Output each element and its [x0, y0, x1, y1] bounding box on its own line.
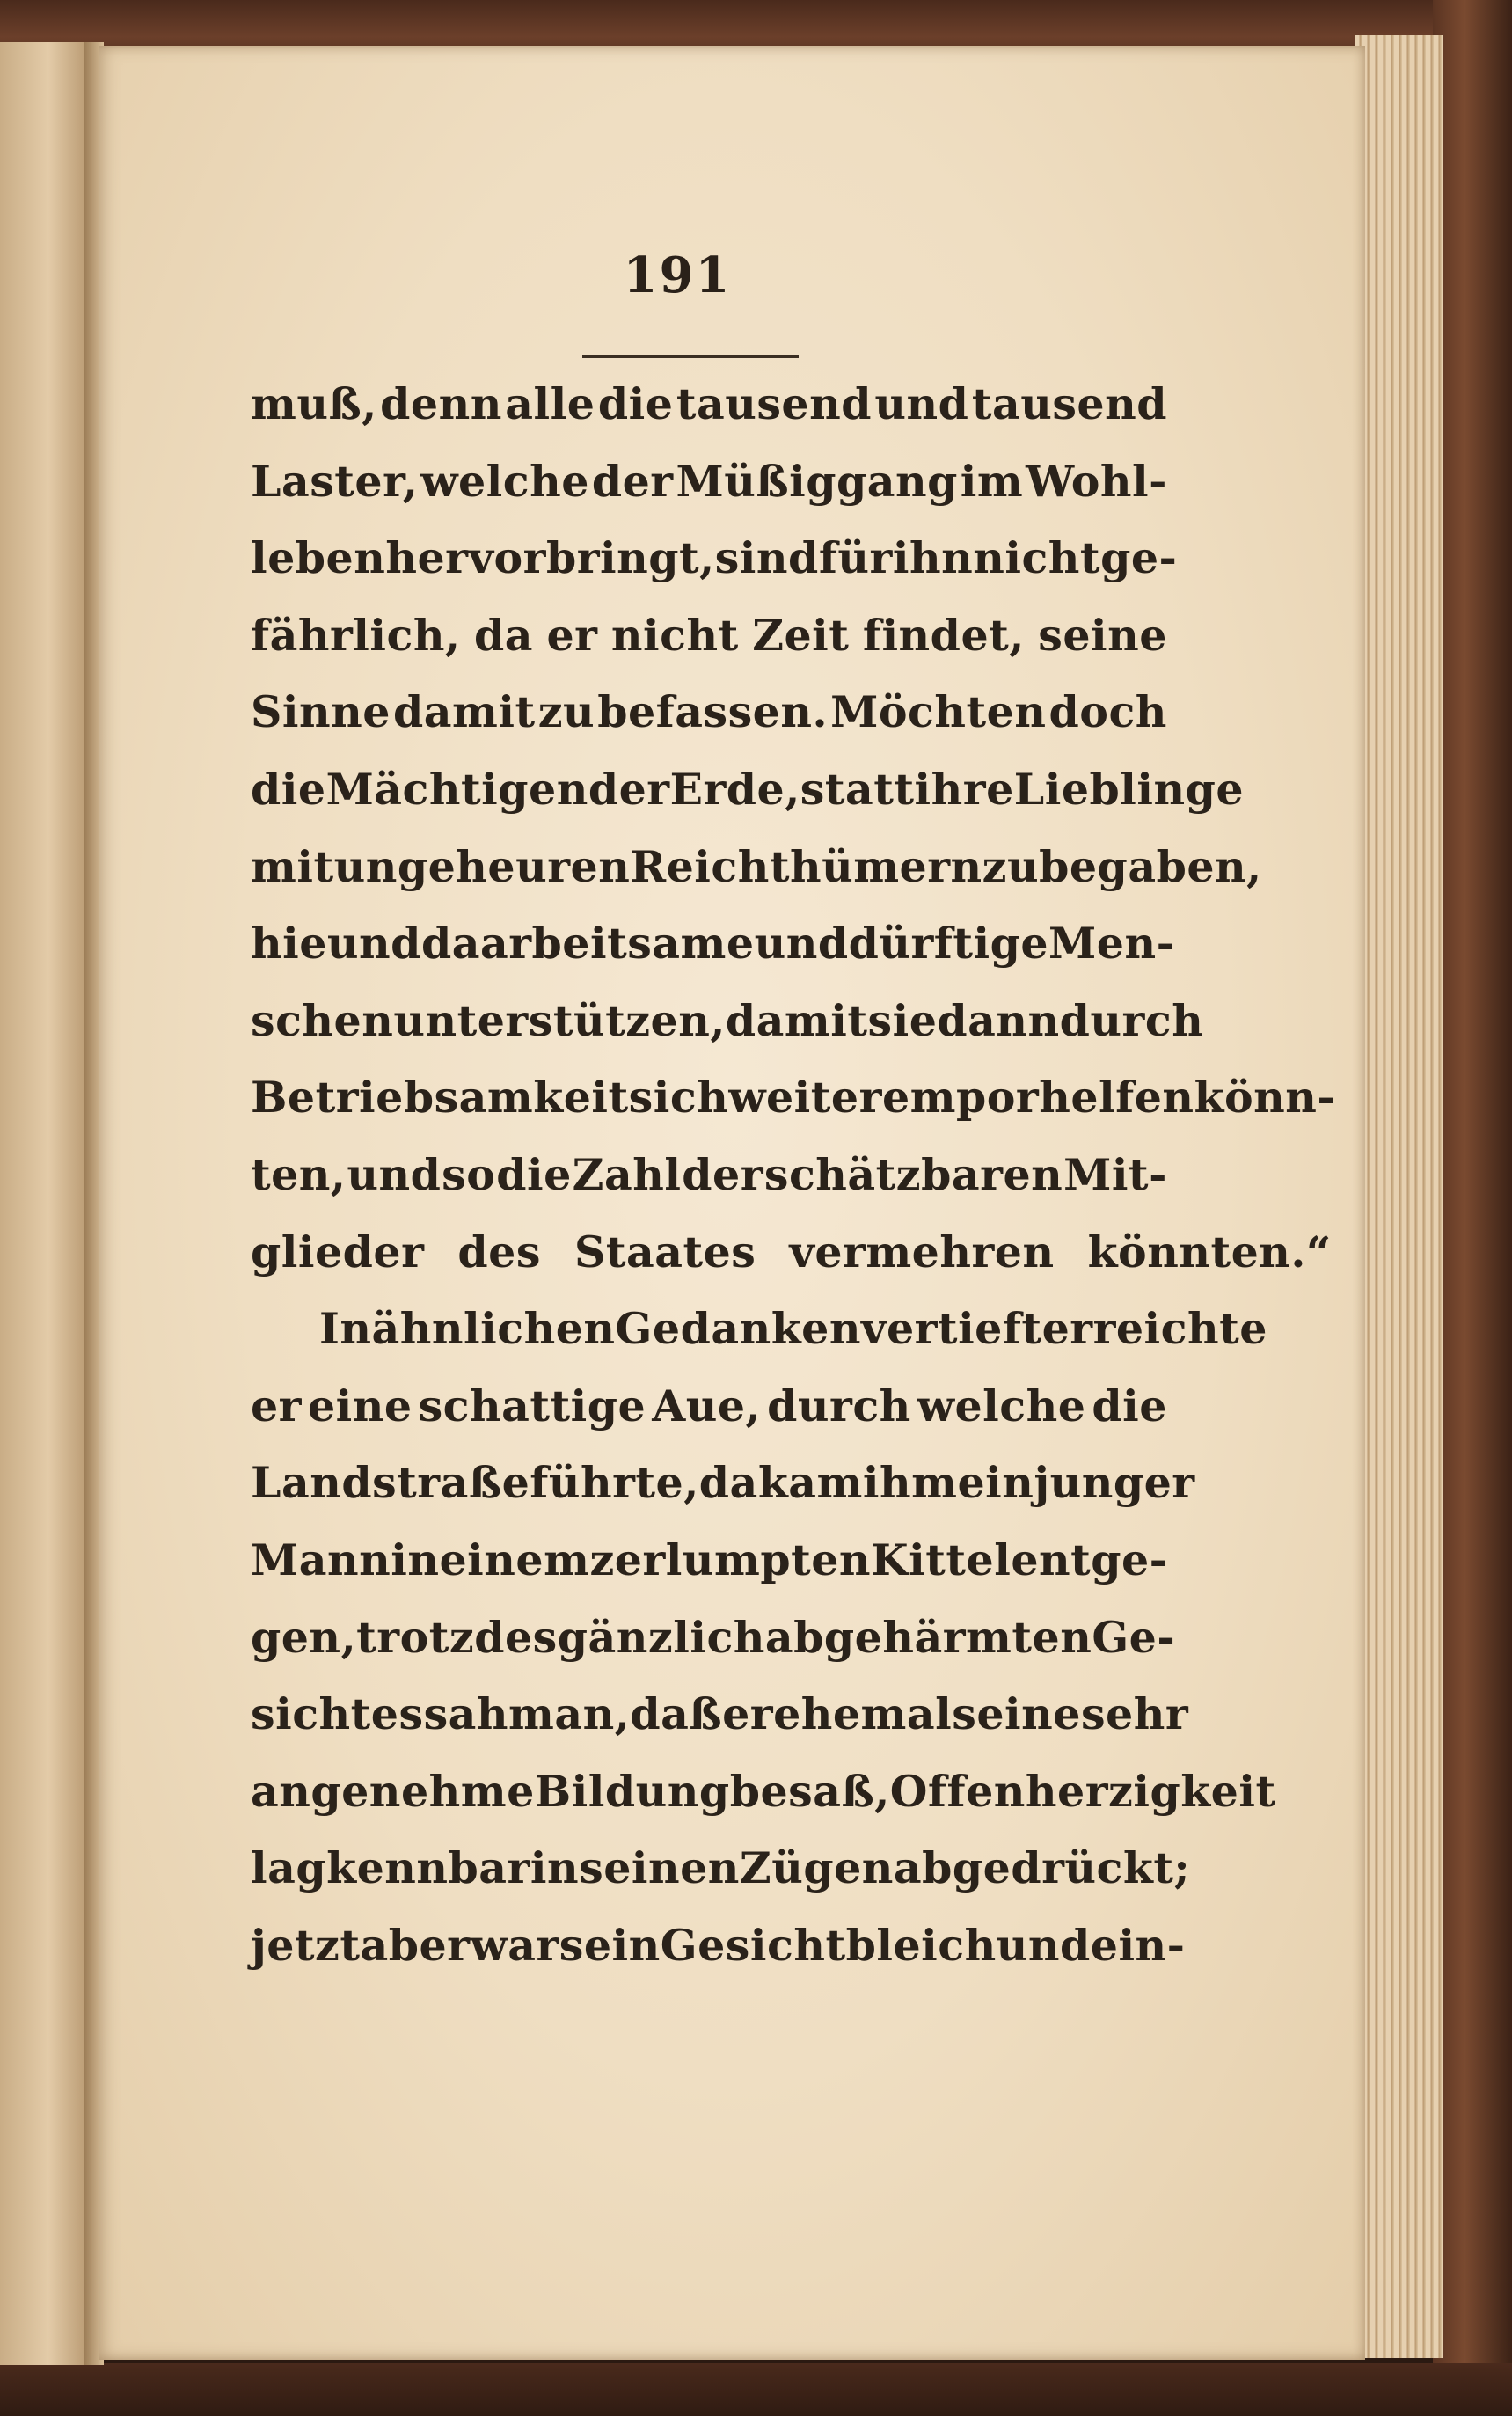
word: schattige	[418, 1380, 646, 1431]
word: sie	[867, 994, 938, 1046]
word: weiter	[728, 1072, 882, 1124]
word: sah	[423, 1688, 509, 1740]
word: Zeit	[752, 609, 850, 661]
word: er	[546, 609, 598, 661]
word: sich	[628, 1072, 729, 1124]
word: ähnlichen	[371, 1303, 616, 1355]
word: daß	[630, 1688, 723, 1740]
word: die	[1092, 1380, 1167, 1431]
word: emporhelfen	[881, 1072, 1194, 1124]
text-line	[251, 1457, 1195, 1534]
word: man,	[508, 1688, 631, 1740]
text-line	[251, 610, 1167, 687]
word: Gesicht	[660, 1919, 846, 1971]
text-line	[251, 532, 1178, 610]
word: kam	[757, 1457, 863, 1509]
word: Offenherzigkeit	[889, 1765, 1276, 1817]
word: ehemals	[773, 1688, 977, 1740]
text-line	[251, 1842, 1191, 1920]
word: könnten.“	[1087, 1226, 1332, 1278]
text-line	[251, 378, 1167, 456]
word: tausend	[971, 378, 1167, 429]
word: ungeheuren	[333, 840, 631, 892]
word: nicht	[610, 609, 739, 661]
word: in	[391, 1534, 440, 1585]
word: mit	[251, 840, 334, 892]
word: hervorbringt,	[385, 532, 715, 584]
word: da	[420, 918, 480, 970]
word: er	[251, 1380, 302, 1431]
word: und	[326, 918, 421, 970]
word: Mit-	[1063, 1148, 1167, 1200]
word: unterstützen,	[393, 994, 726, 1046]
word: arbeitsame	[479, 918, 755, 970]
word: sichtes	[251, 1688, 424, 1740]
word: ge-	[1100, 532, 1178, 584]
text-line	[251, 763, 1245, 841]
word: könn-	[1194, 1072, 1336, 1124]
word: befassen.	[597, 686, 829, 738]
text-line	[251, 1534, 1167, 1612]
word: findet,	[862, 609, 1025, 661]
word: Reichthümern	[630, 840, 982, 892]
text-line	[251, 1303, 1267, 1380]
word: angenehme	[251, 1765, 535, 1817]
word: ein-	[1090, 1919, 1186, 1971]
word: gänzlich	[557, 1611, 765, 1663]
body-text	[251, 378, 1336, 1996]
word: eine	[308, 1380, 413, 1431]
word: Men-	[1048, 918, 1175, 970]
word: ihm	[862, 1457, 958, 1509]
word: in	[530, 1842, 580, 1894]
word: er	[722, 1688, 774, 1740]
word: für	[818, 532, 893, 584]
text-line	[251, 994, 1204, 1073]
text-line	[251, 1072, 1336, 1149]
word: Müßiggang	[676, 455, 958, 507]
word: ihre	[914, 763, 1014, 815]
word: des	[457, 1226, 541, 1278]
word: zu	[537, 686, 595, 738]
word: Betriebsamkeit	[251, 1072, 629, 1124]
word: besaß,	[729, 1765, 890, 1817]
word: bleich	[845, 1919, 997, 1971]
word: war	[470, 1919, 559, 1971]
word: Staates	[573, 1226, 756, 1278]
word: begaben,	[1039, 840, 1262, 892]
word: vertieft	[860, 1303, 1042, 1355]
word: abgehärmten	[764, 1611, 1092, 1663]
word: Landstraße	[251, 1457, 530, 1509]
page-stack-edges	[1355, 35, 1443, 2358]
word: Ge-	[1092, 1611, 1176, 1663]
word: ihn	[892, 532, 974, 584]
left-page-edge	[0, 42, 88, 2365]
word: die	[251, 763, 326, 815]
word: entge-	[1011, 1534, 1168, 1585]
word: welche	[420, 455, 589, 507]
word: durch	[767, 1380, 911, 1431]
word: fährlich,	[251, 609, 461, 661]
word: muß,	[251, 378, 377, 429]
word: Lieblinge	[1013, 763, 1245, 815]
word: der	[591, 455, 674, 507]
word: ten,	[251, 1148, 347, 1200]
word: Erde,	[669, 763, 800, 815]
word: trotz	[356, 1611, 475, 1663]
word: und	[874, 378, 969, 429]
word: vermehren	[789, 1226, 1055, 1278]
word: Laster,	[251, 455, 419, 507]
word: so	[442, 1148, 496, 1200]
word: tausend	[676, 378, 872, 429]
word: der	[588, 763, 670, 815]
word: doch	[1048, 686, 1167, 738]
book-cover-bottom	[0, 2363, 1512, 2416]
word: hie	[251, 918, 327, 970]
word: Sinne	[251, 686, 391, 738]
word: sind	[714, 532, 819, 584]
word: nicht	[973, 532, 1101, 584]
word: alle	[505, 378, 595, 429]
word: statt	[800, 763, 915, 815]
text-line	[251, 840, 1262, 919]
word: gen,	[251, 1611, 357, 1663]
text-line	[251, 1688, 1189, 1766]
word: junger	[1034, 1457, 1195, 1509]
word: denn	[380, 378, 502, 429]
word: da	[473, 609, 533, 661]
word: durch	[1059, 994, 1204, 1046]
text-line	[251, 1765, 1276, 1843]
word: des	[474, 1611, 558, 1663]
word: Zahl	[572, 1148, 682, 1200]
word: aber	[360, 1919, 471, 1971]
word: Zügen	[739, 1842, 894, 1894]
word: ein	[957, 1457, 1034, 1509]
word: Kittel	[871, 1534, 1012, 1585]
word: da	[698, 1457, 758, 1509]
word: welche	[917, 1380, 1086, 1431]
word: Mann	[251, 1534, 391, 1585]
word: eine	[976, 1688, 1081, 1740]
word: sein	[559, 1919, 661, 1971]
word: Mächtigen	[325, 763, 588, 815]
word: sehr	[1080, 1688, 1189, 1740]
word: und	[996, 1919, 1091, 1971]
word: kennbar	[326, 1842, 530, 1894]
word: damit	[725, 994, 868, 1046]
text-line	[251, 686, 1167, 764]
word: führte,	[530, 1457, 699, 1509]
word: seine	[1038, 609, 1167, 661]
word: seinen	[579, 1842, 740, 1894]
word: dürftige	[848, 918, 1049, 970]
book-cover-right	[1433, 0, 1512, 2416]
word: erreichte	[1041, 1303, 1267, 1355]
word: dann	[937, 994, 1060, 1046]
text-line	[251, 918, 1175, 995]
word: die	[496, 1148, 572, 1200]
word: schätzbaren	[763, 1148, 1063, 1200]
text-line	[251, 1226, 1332, 1304]
word: der	[682, 1148, 764, 1200]
page-number: 191	[623, 246, 732, 304]
word: schen	[251, 994, 394, 1046]
word: die	[597, 378, 674, 429]
page-number-rule	[582, 355, 799, 358]
word: damit	[393, 686, 536, 738]
word: Wohl-	[1026, 455, 1167, 507]
word: Gedanken	[615, 1303, 861, 1355]
word: In	[319, 1303, 372, 1355]
word: glieder	[251, 1226, 425, 1278]
word: einem	[439, 1534, 590, 1585]
word: im	[960, 455, 1024, 507]
word: leben	[251, 532, 386, 584]
word: zerlumpten	[589, 1534, 872, 1585]
word: Aue,	[652, 1380, 762, 1431]
word: Möchten	[830, 686, 1047, 738]
word: und	[754, 918, 849, 970]
word: und	[347, 1148, 442, 1200]
word: abgedrückt;	[893, 1842, 1191, 1894]
text-line	[251, 456, 1167, 533]
text-line	[251, 1919, 1186, 1997]
text-line	[251, 1149, 1167, 1226]
text-line	[251, 1380, 1167, 1458]
word: jetzt	[251, 1919, 361, 1971]
text-line	[251, 1611, 1176, 1689]
word: lag	[251, 1842, 327, 1894]
word: Bildung	[534, 1765, 730, 1817]
word: zu	[982, 840, 1040, 892]
